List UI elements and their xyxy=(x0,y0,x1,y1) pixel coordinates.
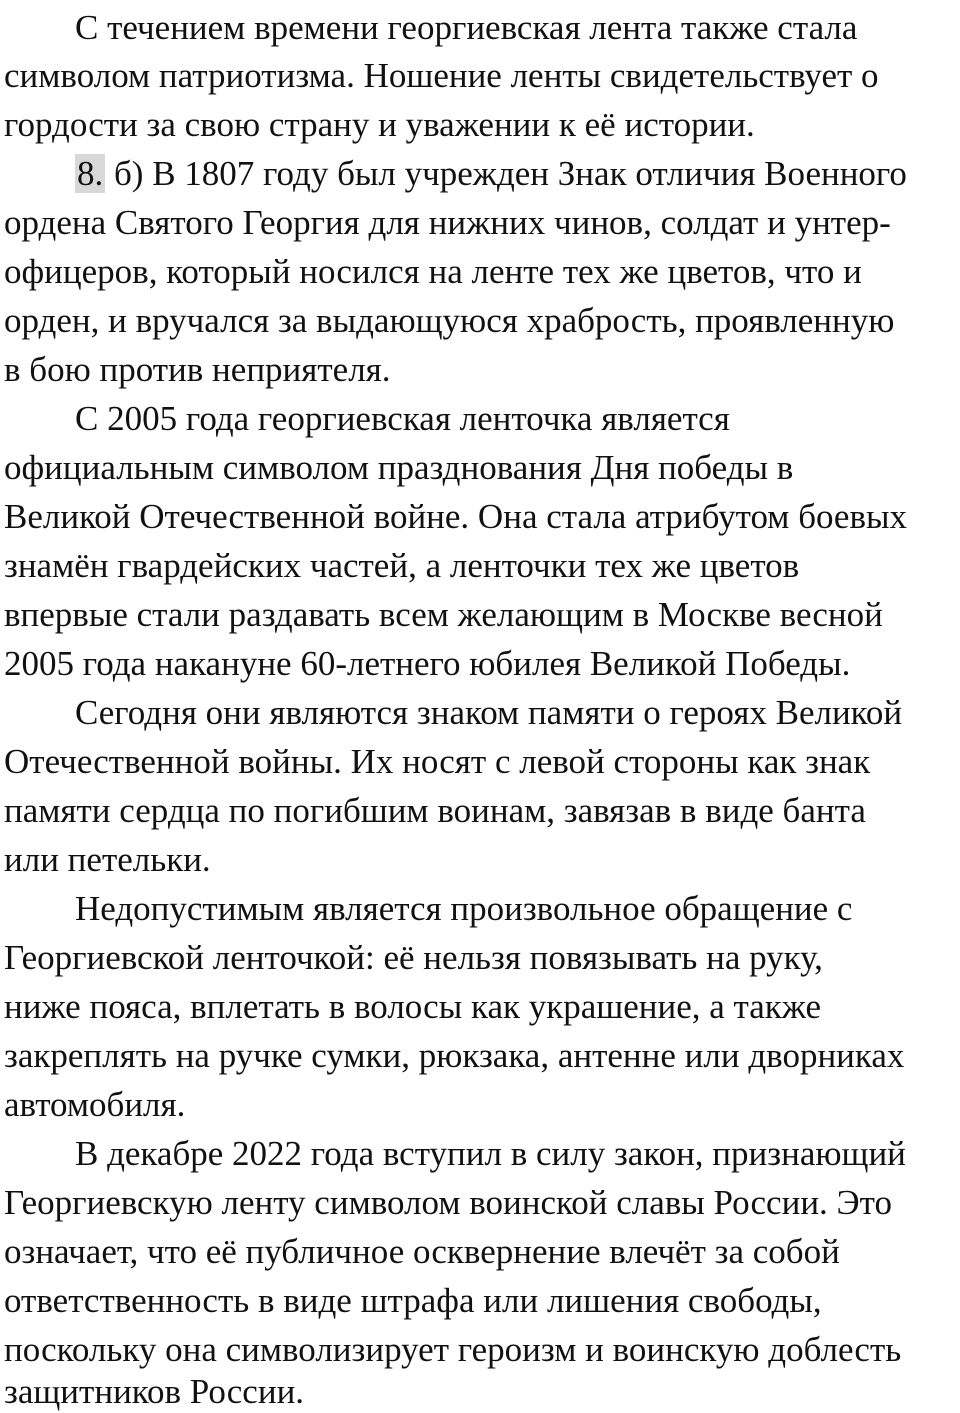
text-line: Сегодня они являются знаком памяти о героях Великой xyxy=(75,693,903,732)
text-line: С 2005 года георгиевская ленточка является xyxy=(75,399,730,438)
text-line: ниже пояса, вплетать в волосы как украшение, а также xyxy=(4,987,822,1026)
text-line: защитников России. xyxy=(4,1372,305,1411)
text-line: Георгиевскую ленту символом воинской славы России. Это xyxy=(4,1183,892,1222)
text-line: С течением времени георгиевская лента также стала xyxy=(75,8,858,47)
text-line: впервые стали раздавать всем желающим в Москве весной xyxy=(4,595,883,634)
text-line: знамён гвардейских частей, а ленточки тех же цветов xyxy=(4,546,800,585)
text-line: 2005 года накануне 60-летнего юбилея Великой Победы. xyxy=(4,644,851,683)
text-line: в бою против неприятеля. xyxy=(4,350,391,389)
text-line: символом патриотизма. Ношение ленты свидетельствует о xyxy=(4,56,879,95)
item-number-highlight: 8. xyxy=(77,154,104,193)
text-line: автомобиля. xyxy=(4,1085,186,1124)
text-line: закреплять на ручке сумки, рюкзака, антенне или дворниках xyxy=(4,1036,905,1075)
text-line: офицеров, который носился на ленте тех же цветов, что и xyxy=(4,252,862,291)
text-line: гордости за свою страну и уважении к её истории. xyxy=(4,105,755,144)
text-line: Недопустимым является произвольное обращение с xyxy=(75,889,853,928)
text-line: ответственность в виде штрафа или лишения свободы, xyxy=(4,1281,822,1320)
text-line: Великой Отечественной войне. Она стала атрибутом боевых xyxy=(4,497,908,536)
text-line: официальным символом празднования Дня победы в xyxy=(4,448,794,487)
text-line: Георгиевской ленточкой: её нельзя повязывать на руку, xyxy=(4,938,823,977)
text-line: поскольку она символизирует героизм и воинскую доблесть xyxy=(4,1330,902,1369)
text-line: б) В 1807 году был учрежден Знак отличия Военного xyxy=(105,154,907,193)
text-line: означает, что её публичное осквернение влечёт за собой xyxy=(4,1232,840,1271)
text-line: орден, и вручался за выдающуюся храбрость, проявленную xyxy=(4,301,895,340)
text-line: ордена Святого Георгия для нижних чинов, солдат и унтер- xyxy=(4,203,891,242)
text-line: Отечественной войны. Их носят с левой стороны как знак xyxy=(4,742,871,781)
text-line: памяти сердца по погибшим воинам, завязав в виде банта xyxy=(4,791,866,830)
paragraph-8-line xyxy=(75,154,907,194)
text-line: В декабре 2022 года вступил в силу закон, признающий xyxy=(75,1134,906,1173)
text-line: или петельки. xyxy=(4,840,211,879)
